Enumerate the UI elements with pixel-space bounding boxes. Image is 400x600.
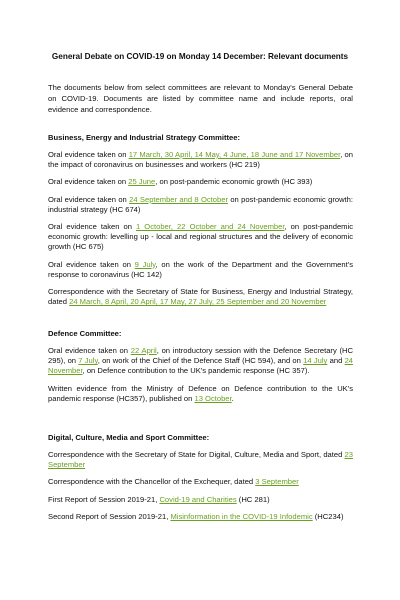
section-dcms [48,433,353,529]
evidence-link[interactable]: 14 July [303,356,328,366]
document-entry: Oral evidence taken on 24 September and 8 October on post-pandemic economic growth: industrial strategy (HC 674) [48,194,353,214]
document-entry: Oral evidence taken on 25 June, on post-pandemic economic growth (HC 393) [48,177,313,187]
section-beis [48,133,353,314]
document-entry: Oral evidence taken on 22 April, on introductory session with the Defence Secretary (HC 295), on 7 July, on work of the Chief of the Defence Staff (HC 594), and on 14 July and 24 November, on Defence contribution to the UK's pandemic response (HC 357). [48,346,354,376]
correspondence-link[interactable]: 24 March, 8 April, 20 April, 17 May, 27 July, 25 September and 20 November [69,297,327,307]
document-entry: Correspondence with the Secretary of State for Digital, Culture, Media and Sport, dated 23 September [48,450,353,470]
evidence-link[interactable]: 9 July [134,259,156,269]
evidence-link[interactable]: 17 March, 30 April, 14 May, 4 June, 18 June and 17 November [128,150,341,159]
evidence-link[interactable]: 1 October, 22 October and 24 November [136,222,285,232]
section-heading: Digital, Culture, Media and Sport Committee: [48,433,210,442]
correspondence-link[interactable]: 23 September [48,450,353,470]
section-defence [48,329,353,411]
document-entry: Correspondence with the Secretary of State for Business, Energy and Industrial Strategy, dated 24 March, 8 April, 20 April, 17 May, 27 July, 25 September and 20 November [48,287,353,307]
intro-paragraph: The documents below from select committees are relevant to Monday's General Debate on COVID-19. Documents are listed by committee name and include reports, oral evidence and correspondence. [48,83,353,114]
written-evidence-link[interactable]: 13 October [194,393,232,403]
evidence-link[interactable]: 25 June [128,177,156,187]
document-entry: First Report of Session 2019-21, Covid-19 and Charities (HC 281) [48,494,270,504]
page-title: General Debate on COVID-19 on Monday 14 December: Relevant documents [51,52,349,61]
evidence-link[interactable]: 22 April [130,346,157,355]
evidence-link[interactable]: 24 November [48,356,354,376]
document-entry: Oral evidence taken on 1 October, 22 October and 24 November, on post-pandemic economic growth: levelling up - local and regional structures and the delivery of economic growth (HC 675) [48,222,353,252]
document-entry: Oral evidence taken on 9 July, on the work of the Department and the Government's response to coronavirus (HC 142) [48,259,353,279]
section-heading: Business, Energy and Industrial Strategy Committee: [48,133,240,142]
document-entry: Oral evidence taken on 17 March, 30 April, 14 May, 4 June, 18 June and 17 November, on the impact of coronavirus on businesses and workers (HC 219) [48,150,353,170]
correspondence-link[interactable]: 3 September [255,477,299,487]
document-entry: Correspondence with the Chancellor of the Exchequer, dated 3 September [48,477,299,487]
section-heading: Defence Committee: [48,329,122,338]
evidence-link[interactable]: 24 September and 8 October [129,194,228,204]
document-entry: Second Report of Session 2019-21, Misinformation in the COVID-19 Infodemic (HC234) [48,511,344,521]
evidence-link[interactable]: 7 July [78,356,98,366]
report-link[interactable]: Covid-19 and Charities [159,494,237,504]
report-link[interactable]: Misinformation in the COVID-19 Infodemic [170,511,313,521]
document-entry: Written evidence from the Ministry of Defence on Defence contribution to the UK's pandemic response (HC357), published on 13 October. [48,383,353,403]
